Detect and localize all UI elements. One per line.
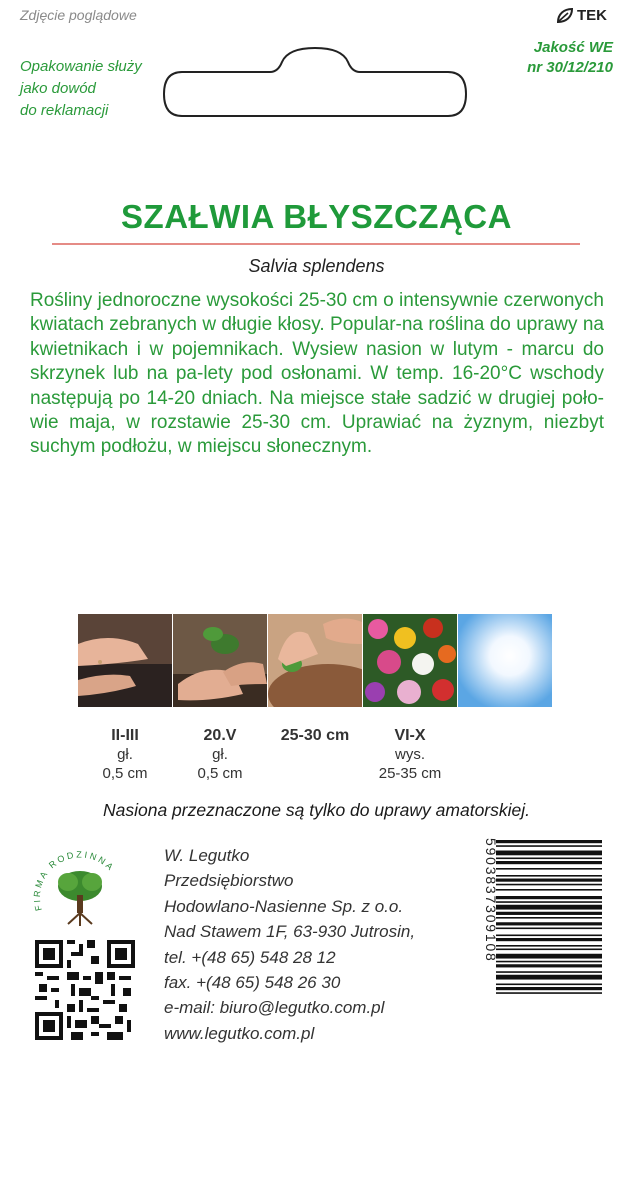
company-phone: tel. +(48 65) 548 28 12 — [164, 947, 336, 967]
step-spacing — [268, 726, 362, 745]
packaging-note-line: Opakowanie służy — [20, 58, 142, 75]
brand-badge — [556, 7, 607, 24]
qr-code — [35, 940, 135, 1040]
quality-line: Jakość WE — [533, 39, 613, 56]
planting-photo — [173, 614, 267, 707]
step-label: gł. — [117, 746, 133, 763]
product-title: SZAŁWIA BŁYSZCZĄCA — [121, 198, 512, 235]
latin-name: Salvia splendens — [248, 256, 385, 276]
step-sowing — [78, 726, 172, 783]
company-email: e-mail: biuro@legutko.com.pl — [164, 998, 385, 1018]
step-planting — [173, 726, 267, 783]
step-label: gł. — [212, 746, 228, 763]
barcode-bars — [496, 840, 602, 994]
photo-disclaimer: Zdjęcie poglądowe — [20, 7, 137, 23]
step-time: 20.V — [203, 727, 237, 744]
barcode — [476, 838, 602, 1040]
brand-name: TEK — [577, 7, 607, 24]
amateur-use-note: Nasiona przeznaczone są tylko do uprawy amatorskiej. — [102, 800, 530, 820]
product-description: Rośliny jednoroczne wysokości 25-30 cm o intensywnie czerwonych kwiatach zebranych w długie kłosy. Popular-na roślina do uprawy na kwietnikach i w pojemnikach. Wysiew nasion w lutym - marcu do skrzynek lub na pa-lety pod osłonami. W temp. 16-20°C wschody następują po 14-20 dniach. Na miejsce stałe sadzić w drugiej poło-wie maja, w rozstawie 25-30 cm. Uprawiać na żyznym, niezbyt suchym podłożu, w miejscu słonecznym. — [30, 290, 604, 458]
company-fax: fax. +(48 65) 548 26 30 — [164, 973, 341, 993]
quality-number: nr 30/12/210 — [527, 59, 613, 76]
company-type: Przedsiębiorstwo — [164, 871, 294, 891]
company-street: Nad Stawem 1F, 63-930 Jutrosin, — [164, 922, 416, 942]
logo-text: FIRMA RODZINNA — [31, 849, 117, 912]
leaf-icon — [556, 8, 574, 24]
barcode-number: 5903837309108 — [483, 838, 499, 963]
cultivation-photos — [78, 614, 552, 707]
step-time: VI-X — [394, 727, 426, 744]
packaging-note-line: jako dowód — [20, 80, 96, 97]
company-website: www.legutko.com.pl — [164, 1023, 315, 1043]
title-divider — [52, 243, 580, 245]
company-address — [164, 843, 415, 1046]
flowers-photo — [363, 614, 457, 707]
step-flowering — [363, 726, 457, 783]
quality-info — [527, 38, 613, 78]
company-name: W. Legutko — [164, 846, 250, 865]
step-time: II-III — [111, 727, 139, 744]
company-type-cont: Hodowlano-Nasienne Sp. z o.o. — [164, 896, 404, 916]
packaging-note-line: do reklamacji — [20, 102, 109, 119]
step-label: wys. — [395, 746, 425, 763]
step-value: 0,5 cm — [197, 765, 243, 782]
hanger-cutout — [160, 44, 470, 122]
step-spacing-value: 25-30 cm — [280, 727, 350, 744]
packaging-note — [20, 56, 142, 122]
spacing-photo — [268, 614, 362, 707]
family-company-logo — [30, 840, 130, 930]
step-value: 0,5 cm — [102, 765, 148, 782]
sun-photo — [458, 614, 552, 707]
step-value: 25-35 cm — [378, 765, 442, 782]
sowing-photo — [78, 614, 172, 707]
